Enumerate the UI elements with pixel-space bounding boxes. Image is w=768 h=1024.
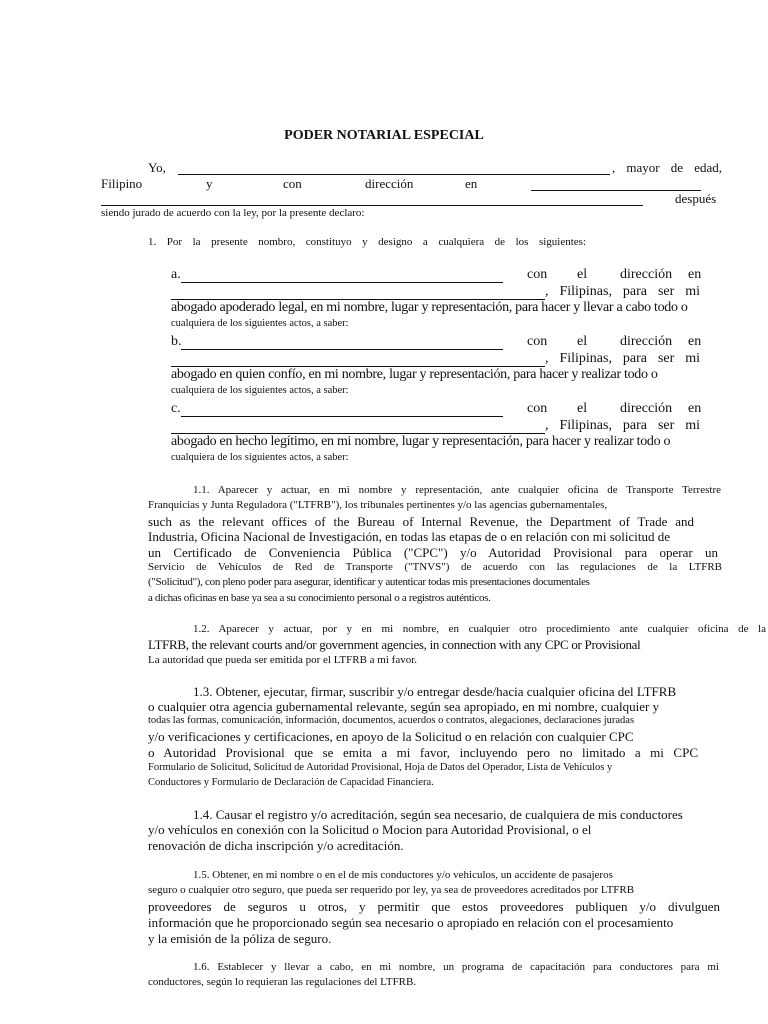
p13-line-5: o Autoridad Provisional que se emita a mi favor, incluyendo pero no limitado a mi CPC	[148, 745, 698, 760]
p15-line-1: 1.5. Obtener, en mi nombre o en el de mis conductores y/o vehiculos, un accidente de pasajeros	[193, 869, 613, 881]
p15-line-5: y la emisión de la póliza de seguro.	[148, 931, 332, 946]
p16-line-2: conductores, según lo requieran las regulaciones del LTFRB.	[148, 976, 417, 988]
p15-line-4: información que he proporcionado según sea necesario o apropiado en relación con el procesamiento	[148, 915, 674, 930]
attorney-c-con: con	[527, 401, 548, 416]
attorney-c-line3: abogado en hecho legítimo, en mi nombre, lugar y representación, para hacer y realizar todo o	[171, 434, 671, 449]
p15-line-2: seguro o cualquier otro seguro, que pueda ser requerido por ley, ya sea de proveedores acreditados por LTFRB	[148, 884, 635, 896]
attorney-b-en: en	[688, 334, 702, 349]
p13-line-3: todas las formas, comunicación, información, documentos, acuerdos o contratos, alegaciones, declaraciones juradas	[148, 715, 635, 726]
p12-line-1: 1.2. Aparecer y actuar, por y en mi nombre, en cualquier otro procedimiento ante cualquier oficina de la	[193, 623, 766, 635]
attorney-c-filipinas: , Filipinas, para ser mi	[545, 418, 700, 433]
p13-line-1: 1.3. Obtener, ejecutar, firmar, suscribir y/o entregar desde/hacia cualquier oficina del LTFRB	[193, 684, 677, 699]
intro-direccion: dirección	[365, 176, 414, 191]
attorney-b-direccion: dirección	[620, 334, 673, 349]
attorney-a-filipinas: , Filipinas, para ser mi	[545, 284, 700, 299]
p11-line-2: Franquicias y Junta Reguladora ("LTFRB"), los tribunales pertinentes y/o las agencias gubernamentales,	[148, 499, 608, 511]
attorney-c-name-blank	[181, 404, 503, 422]
intro-con: con	[283, 176, 302, 191]
p14-line-1: 1.4. Causar el registro y/o acreditación, según sea necesario, de cualquiera de mis conductores	[193, 807, 683, 822]
p14-line-3: renovación de dicha inscripción y/o acreditación.	[148, 838, 404, 853]
p13-line-7: Conductores y Formulario de Declaración de Capacidad Financiera.	[148, 777, 434, 788]
intro-yo: Yo,	[148, 160, 166, 175]
p11-line-4: Industria, Oficina Nacional de Investigación, en todas las etapas de o en relación con mi solicitud de	[148, 529, 670, 544]
attorney-b-filipinas: , Filipinas, para ser mi	[545, 351, 700, 366]
attorney-a-name-blank	[181, 270, 503, 288]
attorney-c-en: en	[688, 401, 702, 416]
attorney-a-line4: cualquiera de los siguientes actos, a saber:	[171, 318, 349, 329]
attorney-b-el: el	[577, 334, 588, 349]
attorney-b-letter: b.	[171, 334, 182, 349]
attorney-c-line4: cualquiera de los siguientes actos, a saber:	[171, 452, 349, 463]
p14-line-2: y/o vehículos en conexión con la Solicitud o Mocion para Autoridad Provisional, o el	[148, 822, 592, 837]
attorney-a-con: con	[527, 267, 548, 282]
attorney-a-direccion: dirección	[620, 267, 673, 282]
attorney-a-letter: a.	[171, 267, 181, 282]
p11-line-6: Servicio de Vehículos de Red de Transporte ("TNVS") de acuerdo con las regulaciones de la LTFRB	[148, 561, 722, 573]
attorney-b-con: con	[527, 334, 548, 349]
p11-line-3: such as the relevant offices of the Bureau of Internal Revenue, the Department of Trade and	[148, 514, 694, 529]
attorney-c-direccion: dirección	[620, 401, 673, 416]
p13-line-6: Formulario de Solicitud, Solicitud de Autoridad Provisional, Hoja de Datos del Operador, Lista de Vehículos y	[148, 762, 613, 773]
attorney-c-el: el	[577, 401, 588, 416]
intro-mayor: , mayor de edad,	[612, 160, 722, 175]
attorney-c-letter: c.	[171, 401, 181, 416]
p13-line-4: y/o verificaciones y certificaciones, en apoyo de la Solicitud o en relación con cualquier CPC	[148, 729, 634, 744]
item-1-text: 1. Por la presente nombro, constituyo y designo a cualquiera de los siguientes:	[148, 236, 586, 248]
intro-filipino: Filipino	[101, 176, 143, 191]
p15-line-3: proveedores de seguros u otros, y permitir que estos proveedores publiquen y/o divulguen	[148, 899, 720, 914]
attorney-b-line3: abogado en quien confío, en mi nombre, lugar y representación, para hacer y realizar todo o	[171, 367, 658, 382]
intro-despues: después	[675, 191, 717, 206]
p13-line-2: o cualquier otra agencia gubernamental relevante, según sea apropiado, en mi nombre, cualquier y	[148, 699, 660, 714]
attorney-a-el: el	[577, 267, 588, 282]
p12-line-3: La autoridad que pueda ser emitida por el LTFRB a mi favor.	[148, 654, 418, 666]
document-title: PODER NOTARIAL ESPECIAL	[284, 128, 484, 143]
p12-line-2: LTFRB, the relevant courts and/or government agencies, in connection with any CPC or Provisional	[148, 637, 641, 652]
intro-en: en	[465, 176, 478, 191]
p11-line-8: a dichas oficinas en base ya sea a su conocimiento personal o a registros auténticos.	[148, 592, 491, 604]
attorney-b-line4: cualquiera de los siguientes actos, a saber:	[171, 385, 349, 396]
attorney-a-line3: abogado apoderado legal, en mi nombre, lugar y representación, para hacer y llevar a cabo todo o	[171, 300, 688, 315]
p11-line-7: ("Solicitud"), con pleno poder para asegurar, identificar y autenticar todas mis presentaciones documentales	[148, 576, 590, 588]
attorney-b-name-blank	[181, 337, 503, 355]
p16-line-1: 1.6. Establecer y llevar a cabo, en mi nombre, un programa de capacitación para conductores para mi	[193, 961, 719, 973]
intro-y: y	[206, 176, 213, 191]
p11-line-5: un Certificado de Conveniencia Pública ("CPC") y/o Autoridad Provisional para operar un	[148, 545, 718, 560]
p11-line-1: 1.1. Aparecer y actuar, en mi nombre y representación, ante cualquier oficina de Transporte Terrestre	[193, 484, 721, 496]
attorney-a-en: en	[688, 267, 702, 282]
intro-declaro: siendo jurado de acuerdo con la ley, por la presente declaro:	[101, 207, 365, 219]
